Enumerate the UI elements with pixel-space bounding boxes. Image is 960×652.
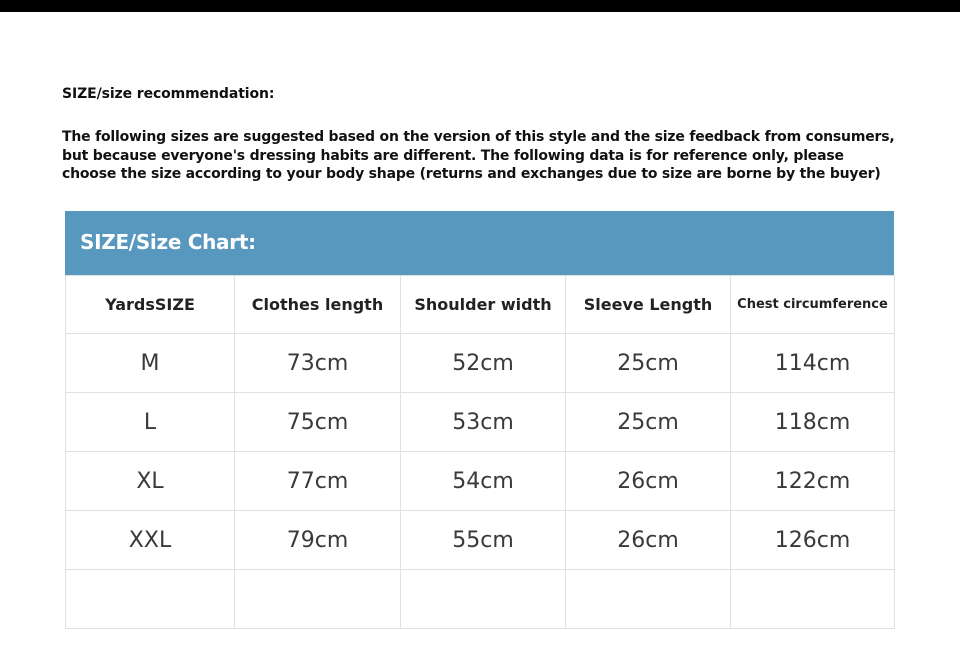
table-header-row xyxy=(66,276,895,334)
table-cell: 54cm xyxy=(401,452,566,511)
table-cell: XXL xyxy=(66,511,235,570)
table-cell: L xyxy=(66,393,235,452)
table-row xyxy=(66,511,895,570)
table-cell: M xyxy=(66,334,235,393)
table-cell: 25cm xyxy=(566,393,731,452)
table-cell: 122cm xyxy=(731,452,895,511)
size-chart-title: SIZE/Size Chart: xyxy=(80,230,256,254)
table-cell: 75cm xyxy=(235,393,401,452)
size-recommendation-heading: SIZE/size recommendation: xyxy=(62,86,275,102)
table-cell: 26cm xyxy=(566,452,731,511)
table-row-empty xyxy=(66,570,895,629)
table-cell: 73cm xyxy=(235,334,401,393)
table-cell: 114cm xyxy=(731,334,895,393)
column-header: Sleeve Length xyxy=(566,276,731,334)
top-bar xyxy=(0,0,960,12)
table-cell-empty xyxy=(401,570,566,629)
table-cell: 25cm xyxy=(566,334,731,393)
table-cell: 118cm xyxy=(731,393,895,452)
table-cell: 52cm xyxy=(401,334,566,393)
table-cell-empty xyxy=(235,570,401,629)
table-cell: 126cm xyxy=(731,511,895,570)
size-chart-title-bar xyxy=(65,211,894,275)
note-line-3: choose the size according to your body shape (returns and exchanges due to size are borne by the buyer) xyxy=(62,166,881,182)
size-chart xyxy=(65,211,895,633)
note-line-1: The following sizes are suggested based on the version of this style and the size feedback from consumers, xyxy=(62,129,895,145)
column-header: Chest circumference xyxy=(731,276,895,334)
column-header: YardsSIZE xyxy=(66,276,235,334)
table-row xyxy=(66,334,895,393)
table-cell: 53cm xyxy=(401,393,566,452)
table-cell: 79cm xyxy=(235,511,401,570)
table-cell-empty xyxy=(66,570,235,629)
table-cell: 77cm xyxy=(235,452,401,511)
table-cell: 26cm xyxy=(566,511,731,570)
column-header: Clothes length xyxy=(235,276,401,334)
table-cell-empty xyxy=(731,570,895,629)
table-cell: 55cm xyxy=(401,511,566,570)
table-row xyxy=(66,452,895,511)
column-header: Shoulder width xyxy=(401,276,566,334)
table-cell: XL xyxy=(66,452,235,511)
table-row xyxy=(66,393,895,452)
size-recommendation-note xyxy=(62,128,922,184)
size-table xyxy=(65,275,895,629)
table-cell-empty xyxy=(566,570,731,629)
note-line-2: but because everyone's dressing habits are different. The following data is for reference only, please xyxy=(62,147,844,164)
